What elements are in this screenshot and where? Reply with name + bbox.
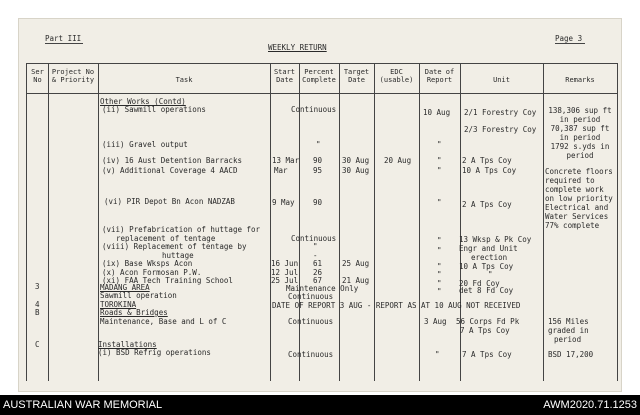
task-cell: (vi) PIR Depot Bn Acon NADZAB	[104, 197, 235, 206]
col-header-project: Project No & Priority	[51, 68, 95, 84]
unit-cell: 7 A Tps Coy	[462, 350, 512, 359]
task-cell: (v) Additional Coverage 4 AACD	[102, 166, 238, 175]
task-cell: (viii) Replacement of tentage by huttage	[102, 242, 247, 260]
page-underline	[555, 43, 585, 44]
header-rule	[26, 93, 617, 94]
col-rule	[48, 63, 49, 381]
percent-cell: Continuous	[288, 292, 334, 301]
start-date-cell: 13 Mar	[272, 156, 300, 165]
task-cell: (ix) Base Wksps Acon	[102, 259, 193, 268]
unit-cell: 20 Fd Coy	[459, 279, 500, 288]
col-header-ser: Ser No	[31, 68, 44, 84]
section-heading: Installations	[98, 340, 157, 349]
task-cell: (xi) FAA Tech Training School	[102, 276, 233, 285]
not-received-note: DATE OF REPORT 3 AUG - REPORT AS AT 10 AUG NOT RECEIVED	[272, 301, 521, 310]
report-date-cell: "	[437, 236, 442, 245]
target-date-cell: 25 Aug	[342, 259, 370, 268]
remarks-cell: BSD 17,200	[548, 350, 594, 359]
report-date-cell: "	[437, 198, 442, 207]
serial-number: C	[35, 340, 40, 349]
task-cell: Sawmill operation	[100, 291, 177, 300]
col-header-edc: EDC (usable)	[379, 68, 414, 84]
start-date-cell: 25 Jul	[271, 276, 299, 285]
percent-cell: Continuous	[288, 317, 334, 326]
remarks-cell: Electrical and Water Services 77% complete	[545, 203, 609, 230]
percent-cell: Continuous	[291, 234, 337, 243]
col-header-report: Date of Report	[424, 68, 455, 84]
unit-cell: Engr and Unit erection	[459, 244, 518, 262]
col-rule	[339, 63, 340, 381]
percent-cell: 26	[313, 268, 323, 277]
start-date-cell: Mar	[274, 166, 288, 175]
report-date-cell: "	[437, 262, 442, 271]
edc-cell: 20 Aug	[384, 156, 412, 165]
target-date-cell: 30 Aug	[342, 166, 370, 175]
report-date-cell: "	[435, 350, 440, 359]
percent-cell: 95	[313, 166, 323, 175]
serial-number: B	[35, 308, 40, 317]
col-rule	[26, 63, 27, 381]
serial-number: 3	[35, 282, 40, 291]
unit-cell: 56 Corps Fd Pk 7 A Tps Coy	[456, 317, 520, 335]
unit-cell: 2/1 Forestry Coy	[464, 108, 537, 117]
section-heading: Other Works (Contd)	[100, 97, 186, 106]
archive-name: AUSTRALIAN WAR MEMORIAL	[3, 399, 163, 411]
unit-cell: det 8 Fd Coy	[459, 286, 514, 295]
section-heading: TOROKINA	[100, 300, 137, 309]
report-date-cell: "	[437, 140, 442, 149]
start-date-cell: 16 Jun	[271, 259, 299, 268]
task-cell: (iv) 16 Aust Detention Barracks	[102, 156, 242, 165]
remarks-cell: 1792 s.yds in period	[550, 142, 610, 160]
task-cell: Maintenance, Base and L of C	[100, 317, 227, 326]
col-rule	[419, 63, 420, 381]
page-title: WEEKLY RETURN	[268, 43, 327, 52]
remarks-cell: 138,306 sup ft in period	[548, 106, 612, 124]
unit-cell: 10 A Tps Coy	[459, 262, 514, 271]
remarks-cell: 70,387 sup ft in period	[550, 124, 610, 142]
report-date-cell: "	[437, 287, 442, 296]
percent-cell: Continuous	[291, 105, 337, 114]
report-date-cell: "	[437, 156, 442, 165]
col-rule	[617, 63, 618, 381]
percent-cell: Maintenance Only	[286, 284, 359, 293]
col-header-remarks: Remarks	[565, 76, 595, 84]
remarks-cell: 156 Miles graded in period	[548, 317, 589, 344]
start-date-cell: 12 Jul	[271, 268, 299, 277]
percent-cell: "	[316, 140, 321, 149]
col-rule	[98, 63, 99, 381]
archive-reference: AWM2020.71.1253	[543, 399, 637, 411]
unit-cell: 10 A Tps Coy	[462, 166, 517, 175]
percent-cell: Continuous	[288, 350, 334, 359]
section-heading: Roads & Bridges	[100, 308, 168, 317]
task-cell: (x) Acon Formosan P.W.	[102, 268, 202, 277]
report-date-cell: 3 Aug	[424, 317, 447, 326]
serial-number: 4	[35, 300, 40, 309]
unit-cell: "	[488, 270, 493, 279]
report-date-cell: "	[437, 270, 442, 279]
report-date-cell: "	[437, 166, 442, 175]
target-date-cell: 21 Aug	[342, 276, 370, 285]
col-header-unit: Unit	[493, 76, 510, 84]
task-cell: (ii) Sawmill operations	[102, 105, 206, 114]
archive-footer	[0, 395, 640, 415]
section-heading: MADANG AREA	[100, 283, 150, 292]
col-rule	[270, 63, 271, 381]
remarks-cell: Concrete floors required to complete work on low priority	[545, 167, 613, 203]
percent-cell: 90	[313, 156, 323, 165]
unit-cell: 13 Wksp & Pk Coy	[459, 235, 532, 244]
col-header-start: Start Date	[273, 68, 296, 84]
part-label: Part III	[45, 34, 82, 43]
percent-cell: " -	[313, 242, 318, 260]
col-header-task: Task	[175, 76, 193, 84]
part-underline	[45, 43, 83, 44]
report-date-cell: "	[437, 279, 442, 288]
unit-cell: 2 A Tps Coy	[462, 156, 512, 165]
report-date-cell: 10 Aug	[423, 108, 451, 117]
task-cell: (vii) Prefabrication of huttage for replacement of tentage	[102, 225, 261, 243]
col-header-target: Target Date	[343, 68, 370, 84]
unit-cell: 2/3 Forestry Coy	[464, 125, 537, 134]
table-top-rule	[26, 63, 617, 64]
report-date-cell: "	[437, 246, 442, 255]
page-number: Page 3	[555, 34, 583, 43]
col-rule	[374, 63, 375, 381]
percent-cell: 90	[313, 198, 323, 207]
unit-cell: 2 A Tps Coy	[462, 200, 512, 209]
percent-cell: 61	[313, 259, 323, 268]
task-cell: (i) BSD Refrig operations	[98, 348, 211, 357]
percent-cell: 67	[313, 276, 323, 285]
col-header-percent: Percent Complete	[302, 68, 336, 84]
start-date-cell: 9 May	[272, 198, 295, 207]
target-date-cell: 30 Aug	[342, 156, 370, 165]
task-cell: (iii) Gravel output	[102, 140, 188, 149]
